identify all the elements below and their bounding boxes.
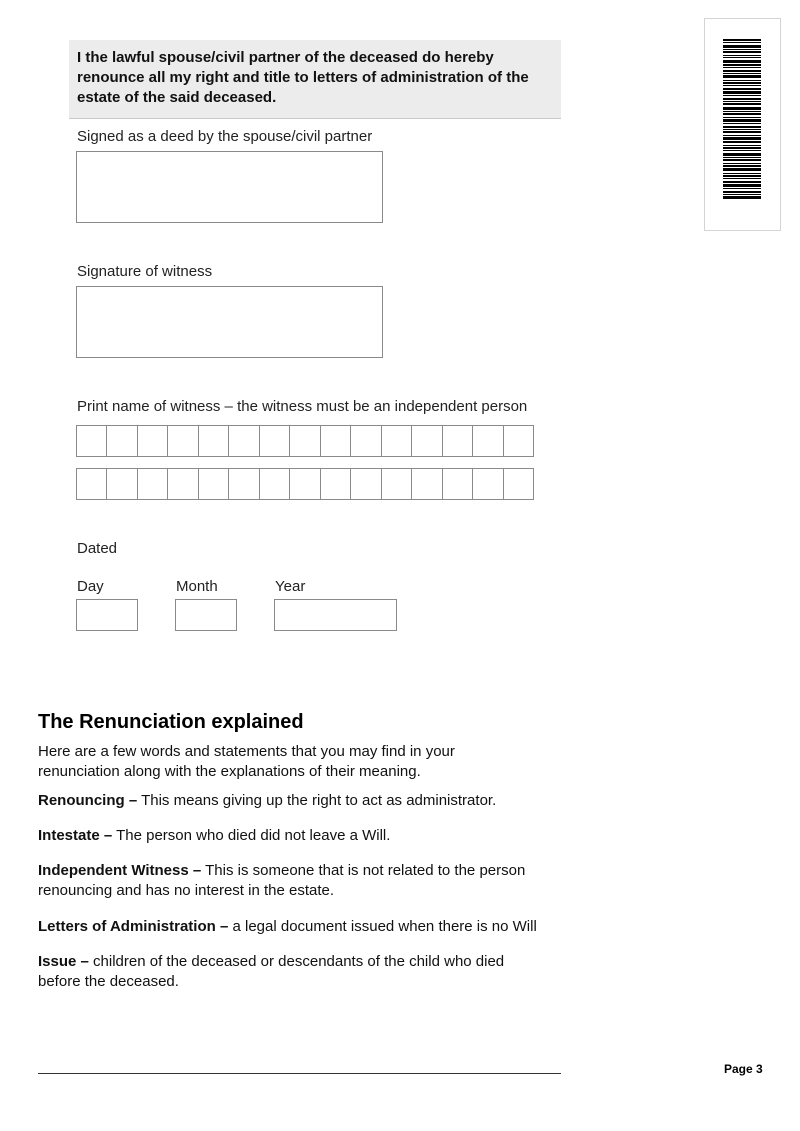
year-label: Year (275, 578, 306, 595)
term-label: Letters of Administration – (38, 918, 229, 935)
day-input[interactable] (76, 599, 138, 631)
term-definition: The person who died did not leave a Will. (112, 827, 391, 844)
barcode-icon (723, 39, 761, 229)
intro-text: Here are a few words and statements that you may find in your renunciation along with the explanations of their meaning. (38, 743, 455, 780)
declaration-text: I the lawful spouse/civil partner of the deceased do hereby renounce all my right and title to letters of administration of the estate of the said deceased. (77, 49, 529, 106)
day-label: Day (77, 578, 104, 595)
term-issue (38, 952, 538, 992)
month-label: Month (176, 578, 218, 595)
spouse-signature-field[interactable] (76, 151, 383, 223)
witness-name-label: Print name of witness – the witness must be an independent person (77, 398, 528, 415)
term-independent-witness (38, 861, 528, 901)
witness-signature-label: Signature of witness (77, 263, 213, 280)
term-intestate (38, 826, 578, 846)
witness-name-field-line-2[interactable] (76, 468, 534, 500)
barcode-frame (704, 18, 781, 231)
term-renouncing (38, 791, 578, 811)
term-label: Intestate – (38, 827, 113, 844)
year-input[interactable] (274, 599, 397, 631)
dated-label: Dated (77, 540, 118, 557)
spouse-signature-label: Signed as a deed by the spouse/civil partner (77, 128, 373, 145)
month-input[interactable] (175, 599, 237, 631)
witness-signature-field[interactable] (76, 286, 383, 358)
page-number: Page 3 (724, 1062, 763, 1076)
footer-divider (38, 1073, 561, 1074)
witness-name-field-line-1[interactable] (76, 425, 534, 457)
term-definition: This means giving up the right to act as administrator. (137, 792, 497, 809)
term-label: Independent Witness – (38, 862, 202, 879)
term-definition: a legal document issued when there is no Will (228, 918, 537, 935)
term-definition: children of the deceased or descendants of the child who died before the deceased. (38, 953, 505, 990)
term-definition: This is someone that is not related to the person renouncing and has no interest in the estate. (38, 862, 526, 899)
term-label: Renouncing – (38, 792, 138, 809)
declaration-box (69, 40, 561, 119)
term-letters-of-administration (38, 917, 598, 937)
term-label: Issue – (38, 953, 89, 970)
section-heading: The Renunciation explained (38, 711, 304, 733)
